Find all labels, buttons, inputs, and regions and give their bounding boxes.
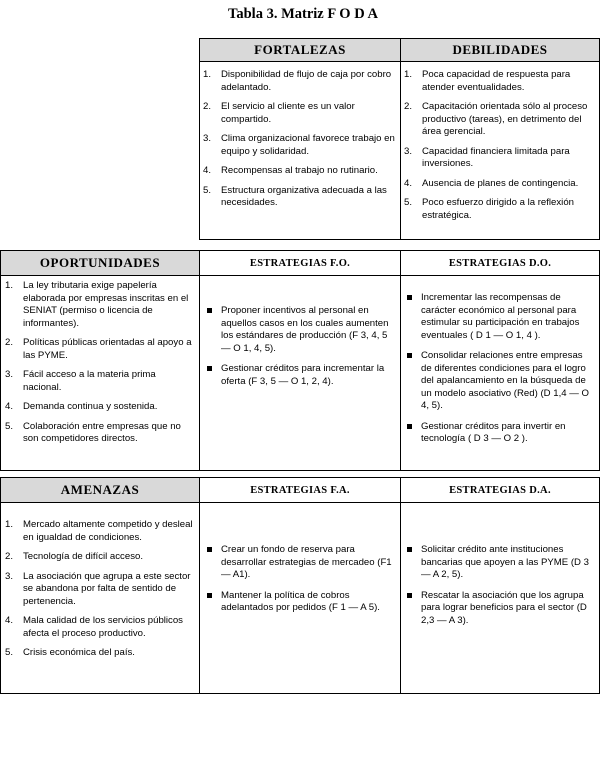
estrategias-fo-header xyxy=(199,250,401,276)
fortalezas-item xyxy=(203,133,395,158)
amenazas-item xyxy=(5,519,195,544)
amenazas-item xyxy=(5,615,195,640)
debilidades-item-text: Poco esfuerzo dirigido a la reflexión estratégica. xyxy=(422,197,574,221)
oportunidades-item-number: 5. xyxy=(5,420,14,432)
amenazas-item xyxy=(5,571,195,609)
amenazas-header-label: AMENAZAS xyxy=(60,482,140,497)
amenazas-item-number: 1. xyxy=(5,519,14,530)
debilidades-list xyxy=(404,69,596,222)
estrategias_do-item-text: Gestionar créditos para invertir en tecnología ( D 3 — O 2 ). xyxy=(421,420,566,444)
amenazas-list xyxy=(5,519,195,660)
amenazas-item-text: Mercado altamente competido y desleal en igualdad de condiciones. xyxy=(23,519,193,543)
estrategias_fa-item-text: Crear un fondo de reserva para desarrollar estrategias de mercadeo (F1 — A1). xyxy=(221,544,392,580)
fortalezas-item-text: Estructura organizativa adecuada a las necesidades. xyxy=(221,184,387,208)
fortalezas-item-text: Recompensas al trabajo no rutinario. xyxy=(221,165,378,176)
estrategias-do-header xyxy=(400,250,600,276)
bullet-icon xyxy=(405,544,421,582)
estrategias-fo-header-label: ESTRATEGIAS F.O. xyxy=(249,257,351,269)
estrategias-fa-header xyxy=(199,477,401,503)
oportunidades-item-text: Políticas públicas orientadas al apoyo a las PYME. xyxy=(23,337,192,361)
bullet-icon xyxy=(405,292,421,342)
oportunidades-item-number: 1. xyxy=(5,280,14,291)
debilidades-item xyxy=(404,146,596,171)
estrategias-fo-list-cell xyxy=(205,305,393,388)
fortalezas-item xyxy=(203,69,395,94)
fortalezas-item xyxy=(203,185,395,210)
oportunidades-item xyxy=(5,401,195,414)
fortalezas-item-text: Disponibilidad de flujo de caja por cobro adelantado. xyxy=(221,69,392,93)
debilidades-item-number: 2. xyxy=(404,101,413,112)
amenazas-item-number: 4. xyxy=(5,615,14,626)
estrategias_fa-item-text: Mantener la política de cobros adelantados por pedidos (F 1 — A 5). xyxy=(221,589,380,613)
bullet-icon xyxy=(405,350,421,413)
amenazas-item xyxy=(5,551,195,564)
fortalezas-item-number: 1. xyxy=(203,69,212,80)
amenazas-item xyxy=(5,647,195,660)
debilidades-list-cell xyxy=(404,69,596,222)
fortalezas-header xyxy=(199,38,401,62)
amenazas-header xyxy=(0,477,200,503)
oportunidades-header-label: OPORTUNIDADES xyxy=(39,255,161,270)
debilidades-item xyxy=(404,178,596,191)
amenazas-item-text: Crisis económica del país. xyxy=(23,647,135,658)
oportunidades-list-cell xyxy=(5,280,195,446)
oportunidades-header xyxy=(0,250,200,276)
debilidades-item-number: 1. xyxy=(404,69,413,80)
fortalezas-list xyxy=(203,69,395,210)
debilidades-item-text: Capacitación orientada sólo al proceso productivo (tareas), en detrimento del área gerencial. xyxy=(422,101,588,137)
estrategias-do-list xyxy=(405,292,592,446)
amenazas-item-text: Mala calidad de los servicios públicos afecta el proceso productivo. xyxy=(23,615,183,639)
estrategias_fa-item xyxy=(205,590,393,615)
fortalezas-item-text: El servicio al cliente es un valor compartido. xyxy=(221,101,355,125)
oportunidades-item xyxy=(5,369,195,394)
oportunidades-item-number: 2. xyxy=(5,337,14,348)
fortalezas-item-text: Clima organizacional favorece trabajo en equipo y solidaridad. xyxy=(221,133,395,157)
oportunidades-item-number: 3. xyxy=(5,369,14,380)
fortalezas-item-number: 5. xyxy=(203,184,212,196)
debilidades-item-number: 5. xyxy=(404,197,413,208)
oportunidades-list xyxy=(5,280,195,446)
fortalezas-item-number: 4. xyxy=(203,165,212,176)
estrategias_da-item-text: Rescatar la asociación que los agrupa para lograr beneficios para el sector (D 2,3 — A 3). xyxy=(421,589,587,626)
estrategias_fo-item xyxy=(205,363,393,388)
debilidades-item-text: Capacidad financiera limitada para inversiones. xyxy=(422,145,570,169)
estrategias_fo-item-text: Gestionar créditos para incrementar la oferta (F 3, 5 — O 1, 2, 4). xyxy=(221,363,385,387)
estrategias_do-item xyxy=(405,292,592,342)
estrategias_da-item-text: Solicitar crédito ante instituciones bancarias que apoyen a las PYME (D 3 — A 2, 5). xyxy=(421,544,589,580)
debilidades-header xyxy=(400,38,600,62)
estrategias_do-item-text: Consolidar relaciones entre empresas de diferentes condiciones para el logro del apalancamiento en la búsqueda de un modelo asociativo (Red) (D 1,4 — O 4, 5). xyxy=(421,350,589,411)
fortalezas-item xyxy=(203,165,395,178)
estrategias-da-header-label: ESTRATEGIAS D.A. xyxy=(449,484,551,496)
fortalezas-item xyxy=(203,101,395,126)
oportunidades-item-number: 4. xyxy=(5,401,14,412)
bullet-icon xyxy=(205,590,221,615)
bullet-icon xyxy=(405,590,421,628)
fortalezas-list-cell xyxy=(203,69,395,210)
estrategias-do-header-label: ESTRATEGIAS D.O. xyxy=(448,257,552,269)
estrategias-fo-list xyxy=(205,305,393,388)
estrategias_do-item-text: Incrementar las recompensas de carácter económico al personal para estimular su participación en trabajos eventuales ( D 1 — O 1, 4 ). xyxy=(421,292,580,341)
fortalezas-item-number: 3. xyxy=(203,133,212,144)
estrategias_do-item xyxy=(405,350,592,413)
fortalezas-header-label: FORTALEZAS xyxy=(254,42,346,57)
bullet-icon xyxy=(405,421,421,446)
amenazas-item-number: 5. xyxy=(5,647,14,658)
estrategias-fa-list xyxy=(205,544,393,615)
debilidades-item-text: Ausencia de planes de contingencia. xyxy=(422,177,579,189)
bullet-icon xyxy=(205,305,221,355)
estrategias_fo-item-text: Proponer incentivos al personal en aquellos casos en los cuales aumenten los estándares de producción (F 3, 4, 5 — O 1, 4, 5). xyxy=(221,305,389,354)
estrategias-fa-list-cell xyxy=(205,544,393,615)
oportunidades-item-text: Fácil acceso a la materia prima nacional. xyxy=(23,369,156,393)
estrategias_da-item xyxy=(405,544,592,582)
estrategias-do-list-cell xyxy=(405,292,592,446)
oportunidades-item-text: La ley tributaria exige papelería elaborada por empresas inscritas en el SENIAT (permiso o licencia de informantes). xyxy=(23,280,189,329)
amenazas-item-text: Tecnología de difícil acceso. xyxy=(23,551,143,562)
estrategias_fo-item xyxy=(205,305,393,355)
bullet-icon xyxy=(205,363,221,388)
estrategias-fa-header-label: ESTRATEGIAS F.A. xyxy=(250,484,350,496)
oportunidades-item xyxy=(5,337,195,362)
page-title: Tabla 3. Matriz F O D A xyxy=(228,6,378,22)
estrategias-da-header xyxy=(400,477,600,503)
debilidades-item-number: 4. xyxy=(404,177,413,189)
amenazas-item-number: 3. xyxy=(5,570,14,582)
fortalezas-item-number: 2. xyxy=(203,101,212,112)
amenazas-item-text: La asociación que agrupa a este sector se abandona por falta de sentido de pertenencia. xyxy=(23,570,191,607)
debilidades-item xyxy=(404,101,596,139)
estrategias_fa-item xyxy=(205,544,393,582)
estrategias-da-list xyxy=(405,544,592,627)
oportunidades-item-text: Demanda continua y sostenida. xyxy=(23,401,158,412)
amenazas-item-number: 2. xyxy=(5,551,14,562)
amenazas-list-cell xyxy=(5,519,195,660)
oportunidades-item xyxy=(5,421,195,446)
debilidades-header-label: DEBILIDADES xyxy=(452,42,548,57)
debilidades-item xyxy=(404,197,596,222)
debilidades-item-text: Poca capacidad de respuesta para atender eventualidades. xyxy=(422,69,571,93)
oportunidades-item-text: Colaboración entre empresas que no son competidores directos. xyxy=(23,420,181,444)
estrategias-da-list-cell xyxy=(405,544,592,627)
bullet-icon xyxy=(205,544,221,582)
debilidades-item-number: 3. xyxy=(404,145,413,157)
debilidades-item xyxy=(404,69,596,94)
estrategias_da-item xyxy=(405,590,592,628)
estrategias_do-item xyxy=(405,421,592,446)
oportunidades-item xyxy=(5,280,195,330)
